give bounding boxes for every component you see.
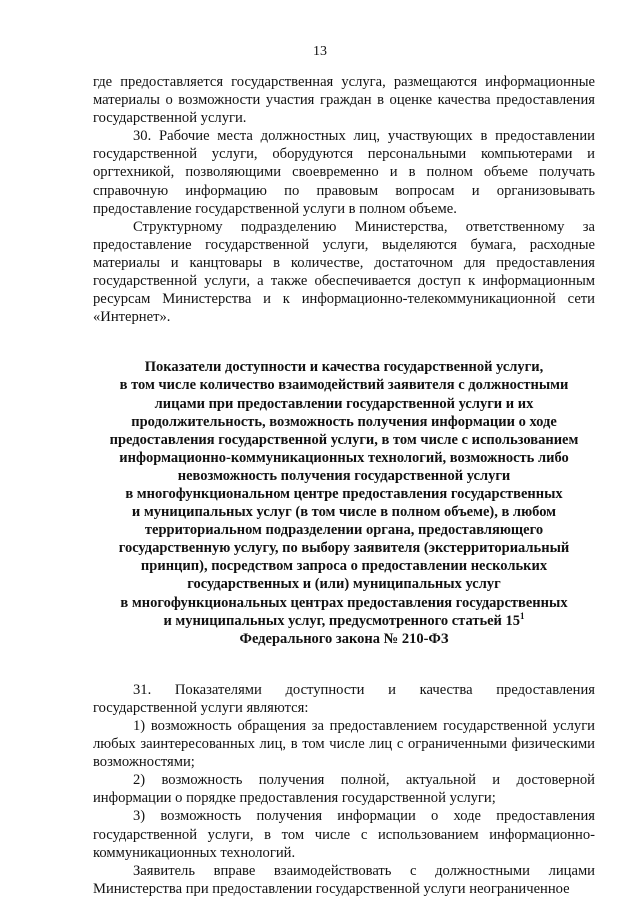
paragraph-30: 30. Рабочие места должностных лиц, участвующих в предоставлении государственной услуги, оборудуются персональными компьютерами и оргтехникой, позволяющими своевременно и в полном объеме получать справочную информацию по правовым вопросам и организовывать предоставление государственной услуги в полном объеме.: [93, 128, 595, 217]
list-item-1: 1) возможность обращения за предоставлением государственной услуги любых заинтересованных лиц, в том числе лиц с ограниченными физическими возможностями;: [93, 718, 595, 771]
heading-line: Федерального закона № 210-ФЗ: [239, 630, 449, 647]
heading-line: лицами при предоставлении государственной услуги и их: [154, 395, 534, 412]
heading-line: принцип), посредством запроса о предоставлении нескольких: [140, 558, 548, 575]
paragraph-applicant: Заявитель вправе взаимодействовать с должностными лицами Министерства при предоставлении государственной услуги неограниченное: [93, 862, 595, 897]
list-item-2: 2) возможность получения полной, актуальной и достоверной информации о порядке предоставления государственной услуги;: [93, 772, 595, 807]
heading-line: предоставления государственной услуги, в том числе с использованием: [109, 431, 579, 448]
heading-line: в многофункциональных центрах предоставления государственных: [120, 594, 568, 611]
heading-line: продолжительность, возможность получения информации о ходе: [131, 413, 557, 430]
document-body: [93, 73, 595, 898]
heading-line: государственную услугу, по выбору заявителя (экстерриториальный: [118, 540, 570, 557]
heading-line: информационно-коммуникационных технологий, возможность либо: [119, 449, 569, 466]
heading-line: и муниципальных услуг (в том числе в полном объеме), в любом: [131, 504, 557, 521]
page-number: 13: [313, 44, 327, 59]
paragraph-structural-unit: Структурному подразделению Министерства, ответственному за предоставление государственной услуги, выделяются бумага, расходные материалы и канцтовары в количестве, достаточном для предоставления государственной услуги, а также обеспечивается доступ к информационным ресурсам Министерства и к информационно-телекоммуникационной сети «Интернет».: [93, 218, 595, 326]
heading-line: и муниципальных услуг, предусмотренного статьей 15: [163, 612, 521, 629]
heading-line: государственных и (или) муниципальных услуг: [187, 576, 501, 593]
heading-line: невозможность получения государственной услуги: [177, 467, 511, 484]
paragraph-31: 31. Показателями доступности и качества предоставления государственной услуги являются:: [93, 681, 595, 716]
heading-line: территориальном подразделении органа, предоставляющего: [144, 522, 544, 539]
heading-superscript: 1: [520, 610, 525, 621]
heading-line-with-superscript: [93, 612, 595, 630]
section-heading: [93, 358, 595, 648]
list-item-3: 3) возможность получения информации о ходе предоставления государственной услуги, в том числе с использованием информационно-коммуникационных технологий.: [93, 808, 595, 861]
heading-line: Показатели доступности и качества государственной услуги,: [144, 359, 544, 376]
heading-line: в том числе количество взаимодействий заявителя с должностными: [119, 377, 569, 394]
heading-line: в многофункциональном центре предоставления государственных: [125, 485, 563, 502]
paragraph-continuation: где предоставляется государственная услуга, размещаются информационные материалы о возможности участия граждан в оценке качества предоставления государственной услуги.: [93, 74, 595, 127]
